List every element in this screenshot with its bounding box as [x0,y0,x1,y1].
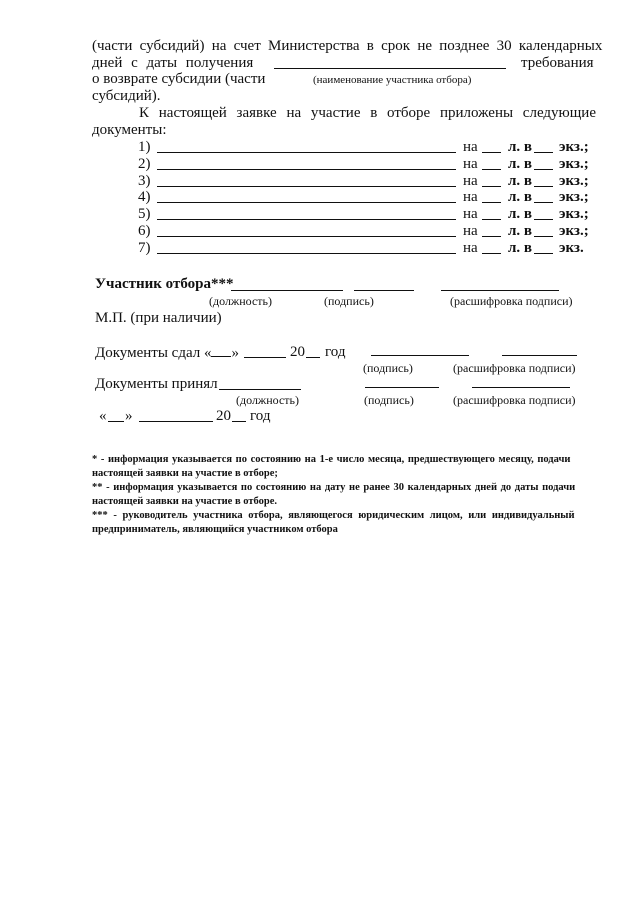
attachment-na-label: на [463,223,478,239]
attachment-copies-label: экз.; [559,223,589,239]
attachment-pages-label: л. в [508,240,533,256]
received-signature-caption: (подпись) [364,393,414,407]
attachment-name-line[interactable] [157,219,456,220]
paragraph1-line2-right: требования [521,55,594,71]
attachment-copies-label: экз.; [559,206,589,222]
received-label: Документы принял [95,376,218,392]
attachment-name-line[interactable] [157,152,456,153]
attachment-copies-label: экз.; [559,173,589,189]
submitted-label [95,344,239,362]
attachment-pages-label: л. в [508,139,533,155]
attachment-name-line[interactable] [157,236,456,237]
received-year-suffix: год [250,408,271,424]
attachment-number: 3) [138,173,151,189]
received-date-open: « [99,408,107,424]
attachment-copies-line[interactable] [534,169,553,170]
received-day-line[interactable] [108,421,124,422]
attachment-pages-label: л. в [508,156,533,172]
submitted-day-line[interactable] [211,344,231,357]
participant-position-line[interactable] [231,290,343,291]
attachment-pages-label: л. в [508,223,533,239]
participant-name-line[interactable] [274,68,506,69]
attachment-copies-line[interactable] [534,236,553,237]
paragraph1-line4: субсидий). [92,88,161,104]
attachment-copies-line[interactable] [534,219,553,220]
attachment-copies-label: экз.; [559,189,589,205]
attachment-name-line[interactable] [157,169,456,170]
attachment-na-label: на [463,139,478,155]
received-position-line[interactable] [219,389,301,390]
attachment-pages-label: л. в [508,189,533,205]
footnote-2b: настоящей заявки на участие в отборе. [92,496,278,507]
submitted-label-text: Документы сдал « [95,345,212,361]
attachment-pages-label: л. в [508,173,533,189]
submitted-decoding-line[interactable] [502,355,577,356]
attachment-pages-line[interactable] [482,253,501,254]
attachment-name-line[interactable] [157,202,456,203]
participant-name-caption: (наименование участника отбора) [313,74,472,86]
footnote-1a: * - информация указывается по состоянию на 1-е число месяца, предшествующего месяцу, подачи [92,454,571,465]
received-month-line[interactable] [139,421,213,422]
attachment-copies-label: экз.; [559,139,589,155]
attachment-number: 5) [138,206,151,222]
submitted-month-line[interactable] [244,357,286,358]
attachment-number: 7) [138,240,151,256]
stamp-label: М.П. (при наличии) [95,310,222,326]
received-year-line[interactable] [232,421,246,422]
participant-decoding-line[interactable] [441,290,559,291]
attachment-name-line[interactable] [157,186,456,187]
attachment-name-line[interactable] [157,253,456,254]
attachment-na-label: на [463,206,478,222]
attachment-pages-line[interactable] [482,169,501,170]
submitted-decoding-caption: (расшифровка подписи) [453,361,576,375]
paragraph1-line1: (части субсидий) на счет Министерства в срок не позднее 30 календарных [92,38,603,54]
received-position-caption: (должность) [236,393,299,407]
position-caption: (должность) [209,294,272,308]
attachment-pages-line[interactable] [482,152,501,153]
received-decoding-caption: (расшифровка подписи) [453,393,576,407]
attachment-pages-line[interactable] [482,219,501,220]
participant-label: Участник отбора*** [95,276,234,292]
attachment-number: 6) [138,223,151,239]
footnote-2a: ** - информация указывается по состоянию на дату не ранее 30 календарных дней до даты подачи [92,482,576,493]
attachment-copies-line[interactable] [534,186,553,187]
submitted-year-suffix: год [325,344,346,360]
submitted-signature-caption: (подпись) [363,361,413,375]
paragraph1-line3-left: о возврате субсидии (части [92,71,266,87]
submitted-year-prefix: 20 [290,344,305,360]
paragraph1-line2-left: дней с даты получения [92,55,254,71]
attachment-pages-line[interactable] [482,202,501,203]
footnote-3a: *** - руководитель участника отбора, являющегося юридическим лицом, или индивидуальный [92,510,575,521]
attachment-na-label: на [463,173,478,189]
submitted-year-line[interactable] [306,357,320,358]
attachment-na-label: на [463,189,478,205]
paragraph2-line2: документы: [92,122,167,138]
paragraph2-line1: К настоящей заявке на участие в отборе приложены следующие [139,105,596,121]
attachment-number: 2) [138,156,151,172]
signature-caption: (подпись) [324,294,374,308]
attachment-pages-line[interactable] [482,186,501,187]
footnote-1b: настоящей заявки на участие в отборе; [92,468,278,479]
decoding-caption: (расшифровка подписи) [450,294,573,308]
attachment-number: 4) [138,189,151,205]
attachment-copies-label: экз. [559,240,584,256]
attachment-pages-label: л. в [508,206,533,222]
attachment-number: 1) [138,139,151,155]
attachment-copies-line[interactable] [534,152,553,153]
submitted-signature-line[interactable] [371,355,469,356]
received-decoding-line[interactable] [472,387,570,388]
attachment-na-label: на [463,156,478,172]
attachment-pages-line[interactable] [482,236,501,237]
attachment-copies-line[interactable] [534,253,553,254]
attachment-na-label: на [463,240,478,256]
participant-signature-line[interactable] [354,290,414,291]
submitted-quote-close: » [231,345,239,361]
received-year-prefix: 20 [216,408,231,424]
received-date-close: » [125,408,133,424]
attachment-copies-line[interactable] [534,202,553,203]
received-signature-line[interactable] [365,387,439,388]
footnote-3b: предприниматель, являющийся участником отбора [92,524,338,535]
attachment-copies-label: экз.; [559,156,589,172]
